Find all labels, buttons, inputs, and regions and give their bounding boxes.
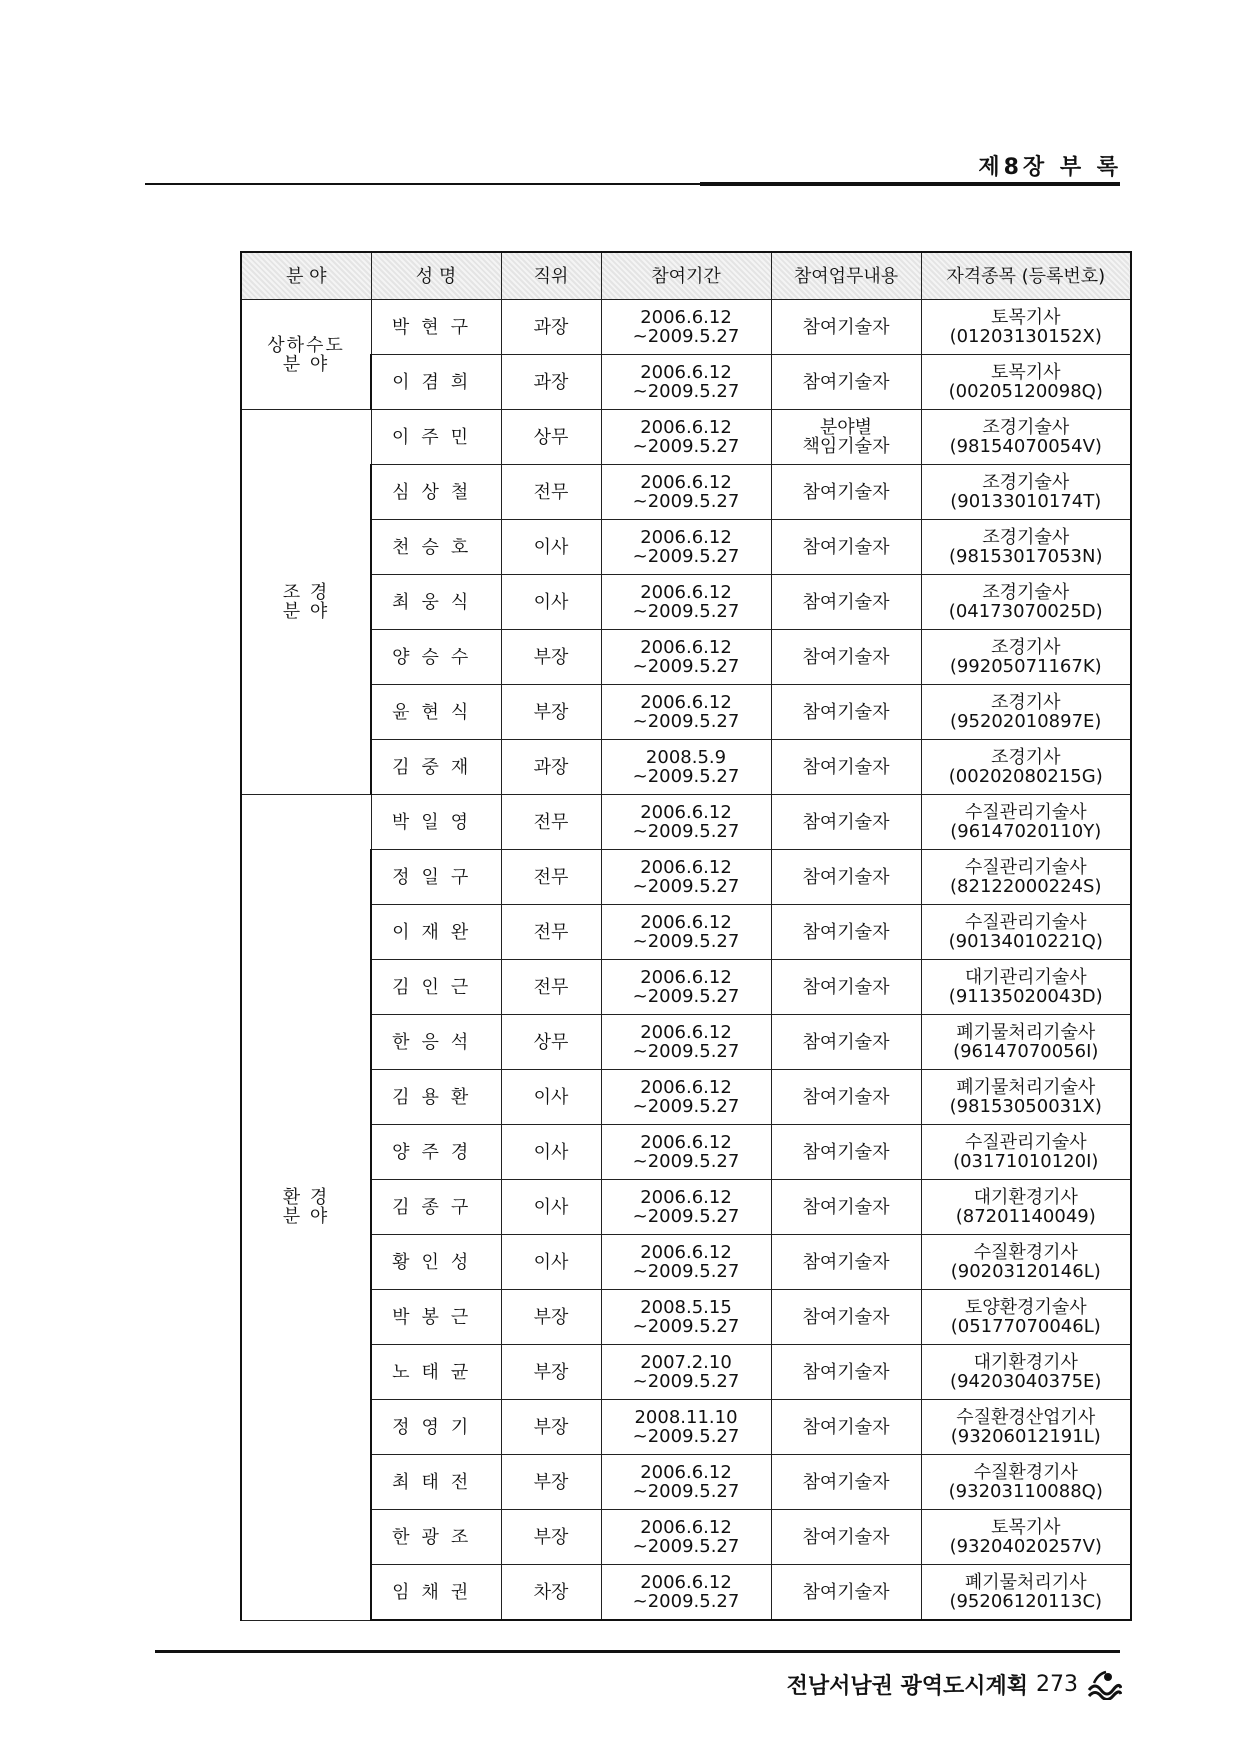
- period-line: ~2009.5.27: [632, 1536, 740, 1557]
- period-line: 2008.5.15: [640, 1297, 732, 1318]
- period-line: ~2009.5.27: [632, 931, 740, 952]
- qualification-cell: [921, 1125, 1131, 1180]
- position-cell: 상무: [501, 410, 601, 465]
- registration-number: (98154070054V): [949, 436, 1102, 457]
- qualification-name: 조경기사: [990, 692, 1061, 713]
- name-cell: 이주민: [371, 410, 501, 465]
- position-cell: 전무: [501, 905, 601, 960]
- table-row: [241, 1070, 1131, 1125]
- duty-line: 참여기술자: [802, 1086, 890, 1108]
- period-line: ~2009.5.27: [632, 1041, 740, 1062]
- name-cell: 최웅식: [371, 575, 501, 630]
- period-line: 2006.6.12: [640, 1077, 732, 1098]
- duty-cell: [771, 1125, 921, 1180]
- name-cell: 김인근: [371, 960, 501, 1015]
- period-line: ~2009.5.27: [632, 656, 740, 677]
- period-line: ~2009.5.27: [632, 436, 740, 457]
- period-line: ~2009.5.27: [632, 1096, 740, 1117]
- name-cell: 김중재: [371, 740, 501, 795]
- period-line: 2006.6.12: [640, 472, 732, 493]
- qualification-cell: [921, 850, 1131, 905]
- qualification-cell: [921, 1180, 1131, 1235]
- period-cell: [601, 850, 771, 905]
- duty-line: 참여기술자: [802, 1196, 890, 1218]
- table-row: [241, 1180, 1131, 1235]
- registration-number: (98153050031X): [949, 1096, 1102, 1117]
- period-line: 2006.6.12: [640, 1517, 732, 1538]
- duty-cell: [771, 1400, 921, 1455]
- page-number: 273: [1036, 1671, 1078, 1697]
- table-row: [241, 410, 1131, 465]
- duty-line: 참여기술자: [802, 921, 890, 943]
- qualification-name: 토목기사: [990, 362, 1061, 383]
- registration-number: (00205120098Q): [948, 381, 1103, 402]
- qualification-cell: [921, 1235, 1131, 1290]
- position-cell: 부장: [501, 685, 601, 740]
- period-cell: [601, 1565, 771, 1621]
- period-line: 2006.6.12: [640, 527, 732, 548]
- column-header-field: 분 야: [241, 252, 371, 300]
- duty-cell: [771, 355, 921, 410]
- name-cell: 김용환: [371, 1070, 501, 1125]
- qualification-cell: [921, 1070, 1131, 1125]
- qualification-name: 수질환경산업기사: [956, 1407, 1096, 1428]
- footer-title: 전남서남권 광역도시계획: [786, 1673, 1028, 1699]
- qualification-name: 대기환경기사: [973, 1187, 1078, 1208]
- qualification-name: 대기관리기술사: [964, 967, 1087, 988]
- registration-number: (95202010897E): [950, 711, 1102, 732]
- period-line: 2008.5.9: [645, 747, 727, 768]
- qualification-cell: [921, 1510, 1131, 1565]
- qualification-name: 수질관리기술사: [964, 857, 1087, 878]
- name-cell: 박현구: [371, 300, 501, 355]
- period-line: ~2009.5.27: [632, 381, 740, 402]
- position-cell: 과장: [501, 300, 601, 355]
- position-cell: 이사: [501, 1235, 601, 1290]
- qualification-name: 조경기사: [990, 747, 1061, 768]
- name-cell: 천승호: [371, 520, 501, 575]
- duty-line: 참여기술자: [802, 701, 890, 723]
- duty-line: 참여기술자: [802, 1141, 890, 1163]
- name-cell: 황인성: [371, 1235, 501, 1290]
- table-row: [241, 850, 1131, 905]
- position-cell: 전무: [501, 795, 601, 850]
- table-row: [241, 1235, 1131, 1290]
- qualification-name: 대기환경기사: [973, 1352, 1078, 1373]
- position-cell: 이사: [501, 1125, 601, 1180]
- period-line: 2006.6.12: [640, 1242, 732, 1263]
- qualification-cell: [921, 355, 1131, 410]
- table-row: [241, 905, 1131, 960]
- period-line: 2006.6.12: [640, 857, 732, 878]
- period-line: ~2009.5.27: [632, 1316, 740, 1337]
- registration-number: (01203130152X): [949, 326, 1102, 347]
- qualification-name: 수질환경기사: [973, 1242, 1078, 1263]
- period-line: ~2009.5.27: [632, 546, 740, 567]
- period-line: ~2009.5.27: [632, 766, 740, 787]
- duty-line: 책임기술자: [802, 436, 890, 457]
- qualification-name: 폐기물처리기술사: [956, 1077, 1096, 1098]
- period-line: ~2009.5.27: [632, 876, 740, 897]
- duty-line: 참여기술자: [802, 1251, 890, 1273]
- position-cell: 부장: [501, 1400, 601, 1455]
- qualification-cell: [921, 1290, 1131, 1345]
- duty-line: 참여기술자: [802, 1416, 890, 1438]
- period-line: 2006.6.12: [640, 1022, 732, 1043]
- qualification-cell: [921, 960, 1131, 1015]
- period-cell: [601, 1510, 771, 1565]
- duty-line: 참여기술자: [802, 811, 890, 833]
- staff-table-header: [241, 252, 1131, 300]
- table-row: [241, 1400, 1131, 1455]
- duty-cell: [771, 1455, 921, 1510]
- name-cell: 윤현식: [371, 685, 501, 740]
- qualification-cell: [921, 300, 1131, 355]
- registration-number: (93203110088Q): [948, 1481, 1103, 1502]
- registration-number: (96147020110Y): [950, 821, 1102, 842]
- registration-number: (87201140049): [955, 1206, 1096, 1227]
- period-line: ~2009.5.27: [632, 711, 740, 732]
- period-line: 2006.6.12: [640, 692, 732, 713]
- period-line: ~2009.5.27: [632, 1206, 740, 1227]
- duty-line: 참여기술자: [802, 316, 890, 338]
- duty-line: 참여기술자: [802, 481, 890, 503]
- period-cell: [601, 1455, 771, 1510]
- header-rule-accent: [700, 182, 1120, 186]
- field-cell: [241, 410, 371, 795]
- duty-line: 참여기술자: [802, 1581, 890, 1603]
- duty-line: 참여기술자: [802, 1306, 890, 1328]
- name-cell: 최태전: [371, 1455, 501, 1510]
- period-cell: [601, 1125, 771, 1180]
- duty-cell: [771, 1015, 921, 1070]
- registration-number: (96147070056I): [953, 1041, 1099, 1062]
- duty-cell: [771, 410, 921, 465]
- period-line: 2006.6.12: [640, 307, 732, 328]
- registration-number: (93206012191L): [950, 1426, 1101, 1447]
- duty-line: 참여기술자: [802, 536, 890, 558]
- period-cell: [601, 630, 771, 685]
- qualification-name: 조경기술사: [982, 582, 1070, 603]
- field-label-line: 환 경: [282, 1187, 330, 1209]
- duty-cell: [771, 1510, 921, 1565]
- name-cell: 노태균: [371, 1345, 501, 1400]
- period-cell: [601, 1180, 771, 1235]
- period-line: 2006.6.12: [640, 1462, 732, 1483]
- period-line: 2006.6.12: [640, 1187, 732, 1208]
- table-row: [241, 1455, 1131, 1510]
- name-cell: 김종구: [371, 1180, 501, 1235]
- staff-table-body: [241, 300, 1131, 1621]
- position-cell: 이사: [501, 520, 601, 575]
- qualification-name: 조경기술사: [982, 417, 1070, 438]
- period-line: ~2009.5.27: [632, 1151, 740, 1172]
- registration-number: (03171010120I): [953, 1151, 1099, 1172]
- position-cell: 과장: [501, 355, 601, 410]
- table-row: [241, 740, 1131, 795]
- duty-cell: [771, 575, 921, 630]
- duty-line: 참여기술자: [802, 591, 890, 613]
- table-row: [241, 1290, 1131, 1345]
- qualification-name: 조경기술사: [982, 472, 1070, 493]
- period-cell: [601, 1235, 771, 1290]
- name-cell: 정일구: [371, 850, 501, 905]
- duty-cell: [771, 850, 921, 905]
- duty-cell: [771, 1070, 921, 1125]
- column-header-position: 직위: [501, 252, 601, 300]
- position-cell: 과장: [501, 740, 601, 795]
- position-cell: 부장: [501, 630, 601, 685]
- duty-cell: [771, 520, 921, 575]
- period-line: ~2009.5.27: [632, 986, 740, 1007]
- staff-table: [240, 251, 1132, 1621]
- table-row: [241, 1125, 1131, 1180]
- table-row: [241, 1510, 1131, 1565]
- duty-cell: [771, 1565, 921, 1621]
- table-row: [241, 300, 1131, 355]
- duty-cell: [771, 685, 921, 740]
- registration-number: (90203120146L): [950, 1261, 1101, 1282]
- period-line: ~2009.5.27: [632, 821, 740, 842]
- chapter-title: 제8장 부 록: [978, 155, 1122, 180]
- field-label-line: 분 야: [282, 1206, 330, 1228]
- period-line: ~2009.5.27: [632, 1591, 740, 1612]
- qualification-cell: [921, 905, 1131, 960]
- name-cell: 한광조: [371, 1510, 501, 1565]
- duty-line: 참여기술자: [802, 976, 890, 998]
- name-cell: 한응석: [371, 1015, 501, 1070]
- field-cell: [241, 300, 371, 410]
- qualification-name: 수질관리기술사: [964, 802, 1087, 823]
- duty-cell: [771, 1345, 921, 1400]
- position-cell: 이사: [501, 1070, 601, 1125]
- field-label-line: 상하수도: [267, 334, 345, 356]
- qualification-cell: [921, 1015, 1131, 1070]
- qualification-cell: [921, 575, 1131, 630]
- qualification-cell: [921, 1400, 1131, 1455]
- field-label-line: 분 야: [282, 353, 330, 375]
- qualification-cell: [921, 1565, 1131, 1621]
- period-line: ~2009.5.27: [632, 326, 740, 347]
- registration-number: (93204020257V): [949, 1536, 1102, 1557]
- position-cell: 이사: [501, 1180, 601, 1235]
- period-cell: [601, 465, 771, 520]
- qualification-cell: [921, 795, 1131, 850]
- page-footer: [787, 1668, 1122, 1700]
- name-cell: 박일영: [371, 795, 501, 850]
- duty-cell: [771, 1290, 921, 1345]
- qualification-cell: [921, 410, 1131, 465]
- table-row: [241, 630, 1131, 685]
- period-line: 2006.6.12: [640, 637, 732, 658]
- duty-cell: [771, 905, 921, 960]
- name-cell: 이재완: [371, 905, 501, 960]
- period-line: ~2009.5.27: [632, 1371, 740, 1392]
- period-cell: [601, 1015, 771, 1070]
- column-header-qualification: 자격종목 (등록번호): [921, 252, 1131, 300]
- registration-number: (98153017053N): [949, 546, 1103, 567]
- table-row: [241, 575, 1131, 630]
- qualification-name: 수질환경기사: [973, 1462, 1078, 1483]
- name-cell: 양주경: [371, 1125, 501, 1180]
- period-line: 2006.6.12: [640, 1132, 732, 1153]
- duty-line: 참여기술자: [802, 371, 890, 393]
- period-line: 2006.6.12: [640, 802, 732, 823]
- position-cell: 차장: [501, 1565, 601, 1621]
- qualification-cell: [921, 520, 1131, 575]
- period-cell: [601, 355, 771, 410]
- registration-number: (91135020043D): [948, 986, 1103, 1007]
- duty-line: 참여기술자: [802, 646, 890, 668]
- registration-number: (99205071167K): [949, 656, 1102, 677]
- registration-number: (94203040375E): [950, 1371, 1102, 1392]
- duty-cell: [771, 1235, 921, 1290]
- duty-line: 참여기술자: [802, 866, 890, 888]
- wave-emblem-icon: [1086, 1668, 1122, 1700]
- name-cell: 박봉근: [371, 1290, 501, 1345]
- qualification-name: 수질관리기술사: [964, 912, 1087, 933]
- column-header-period: 참여기간: [601, 252, 771, 300]
- qualification-name: 토목기사: [990, 1517, 1061, 1538]
- period-line: 2006.6.12: [640, 362, 732, 383]
- period-line: 2007.2.10: [640, 1352, 732, 1373]
- period-cell: [601, 1400, 771, 1455]
- qualification-name: 폐기물처리기사: [964, 1572, 1087, 1593]
- period-line: 2006.6.12: [640, 912, 732, 933]
- qualification-name: 폐기물처리기술사: [956, 1022, 1096, 1043]
- period-cell: [601, 520, 771, 575]
- duty-cell: [771, 300, 921, 355]
- table-row: [241, 960, 1131, 1015]
- duty-line: 참여기술자: [802, 1526, 890, 1548]
- field-label-line: 조 경: [282, 582, 330, 603]
- table-row: [241, 685, 1131, 740]
- period-cell: [601, 1070, 771, 1125]
- period-cell: [601, 300, 771, 355]
- position-cell: 이사: [501, 575, 601, 630]
- qualification-name: 조경기사: [990, 637, 1061, 658]
- qualification-cell: [921, 740, 1131, 795]
- registration-number: (05177070046L): [950, 1316, 1101, 1337]
- qualification-cell: [921, 1345, 1131, 1400]
- qualification-name: 조경기술사: [982, 527, 1070, 548]
- period-line: 2006.6.12: [640, 417, 732, 438]
- registration-number: (90134010221Q): [948, 931, 1103, 952]
- name-cell: 양승수: [371, 630, 501, 685]
- qualification-cell: [921, 685, 1131, 740]
- duty-line: 분야별: [819, 417, 873, 438]
- period-cell: [601, 685, 771, 740]
- table-row: [241, 465, 1131, 520]
- qualification-cell: [921, 630, 1131, 685]
- qualification-name: 토양환경기술사: [964, 1297, 1087, 1318]
- period-cell: [601, 1345, 771, 1400]
- name-cell: 이겸희: [371, 355, 501, 410]
- qualification-cell: [921, 1455, 1131, 1510]
- period-line: 2006.6.12: [640, 1572, 732, 1593]
- duty-line: 참여기술자: [802, 756, 890, 778]
- period-line: ~2009.5.27: [632, 1261, 740, 1282]
- table-row: [241, 520, 1131, 575]
- duty-cell: [771, 795, 921, 850]
- name-cell: 임채권: [371, 1565, 501, 1621]
- duty-cell: [771, 960, 921, 1015]
- period-cell: [601, 410, 771, 465]
- field-label-line: 분 야: [282, 601, 330, 622]
- name-cell: 심상철: [371, 465, 501, 520]
- registration-number: (90133010174T): [950, 491, 1102, 512]
- period-line: ~2009.5.27: [632, 601, 740, 622]
- registration-number: (95206120113C): [949, 1591, 1103, 1612]
- period-line: ~2009.5.27: [632, 1426, 740, 1447]
- duty-cell: [771, 465, 921, 520]
- duty-line: 참여기술자: [802, 1031, 890, 1053]
- position-cell: 부장: [501, 1455, 601, 1510]
- registration-number: (04173070025D): [948, 601, 1103, 622]
- position-cell: 부장: [501, 1345, 601, 1400]
- column-header-duty: 참여업무내용: [771, 252, 921, 300]
- period-line: ~2009.5.27: [632, 491, 740, 512]
- position-cell: 전무: [501, 465, 601, 520]
- position-cell: 상무: [501, 1015, 601, 1070]
- period-line: 2008.11.10: [634, 1407, 738, 1428]
- duty-cell: [771, 740, 921, 795]
- period-line: ~2009.5.27: [632, 1481, 740, 1502]
- period-cell: [601, 905, 771, 960]
- position-cell: 전무: [501, 960, 601, 1015]
- field-cell: [241, 795, 371, 1621]
- registration-number: (00202080215G): [948, 766, 1103, 787]
- column-header-name: 성 명: [371, 252, 501, 300]
- table-row: [241, 1565, 1131, 1621]
- position-cell: 부장: [501, 1510, 601, 1565]
- qualification-name: 수질관리기술사: [964, 1132, 1087, 1153]
- table-row: [241, 795, 1131, 850]
- period-cell: [601, 960, 771, 1015]
- qualification-cell: [921, 465, 1131, 520]
- period-cell: [601, 575, 771, 630]
- period-cell: [601, 1290, 771, 1345]
- period-line: 2006.6.12: [640, 967, 732, 988]
- table-row: [241, 1015, 1131, 1070]
- period-cell: [601, 795, 771, 850]
- registration-number: (82122000224S): [950, 876, 1102, 897]
- position-cell: 부장: [501, 1290, 601, 1345]
- name-cell: 정영기: [371, 1400, 501, 1455]
- period-line: 2006.6.12: [640, 582, 732, 603]
- duty-line: 참여기술자: [802, 1471, 890, 1493]
- qualification-name: 토목기사: [990, 307, 1061, 328]
- period-cell: [601, 740, 771, 795]
- duty-cell: [771, 630, 921, 685]
- duty-cell: [771, 1180, 921, 1235]
- table-row: [241, 355, 1131, 410]
- table-row: [241, 1345, 1131, 1400]
- position-cell: 전무: [501, 850, 601, 905]
- footer-rule: [155, 1650, 1120, 1653]
- duty-line: 참여기술자: [802, 1361, 890, 1383]
